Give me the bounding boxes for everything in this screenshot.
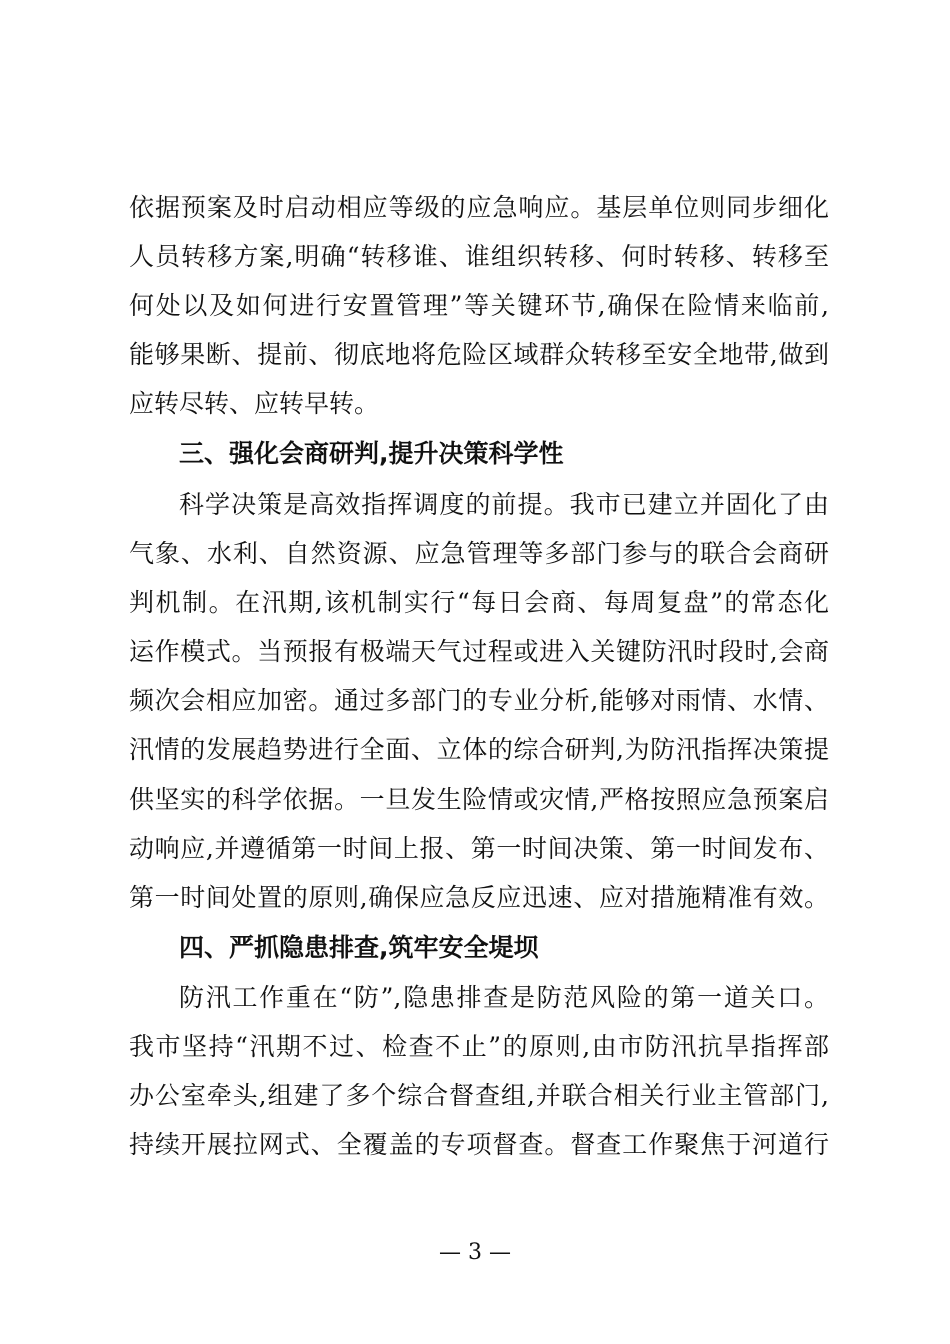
section-heading: 三、强化会商研判,提升决策科学性: [179, 439, 564, 468]
section-heading: 四、严抓隐患排查,筑牢安全堤坝: [179, 933, 539, 962]
paragraph-line: 动响应,并遵循第一时间上报、第一时间决策、第一时间发布、: [129, 834, 829, 863]
paragraph-line: 我市坚持“汛期不过、检查不止”的原则,由市防汛抗旱指挥部: [129, 1032, 829, 1061]
paragraph-line: 防汛工作重在“防”,隐患排查是防范风险的第一道关口。: [179, 983, 829, 1012]
paragraph-line: 应转尽转、应转早转。: [129, 389, 380, 418]
paragraph-line: 依据预案及时启动相应等级的应急响应。基层单位则同步细化: [129, 193, 829, 222]
page-number: — 3 —: [439, 1240, 511, 1265]
paragraph-line: 办公室牵头,组建了多个综合督查组,并联合相关行业主管部门,: [129, 1081, 829, 1110]
paragraph-line: 气象、水利、自然资源、应急管理等多部门参与的联合会商研: [129, 539, 829, 568]
paragraph-line: 何处以及如何进行安置管理”等关键环节,确保在险情来临前,: [129, 291, 829, 320]
paragraph-line: 科学决策是高效指挥调度的前提。我市已建立并固化了由: [179, 490, 829, 519]
paragraph-line: 判机制。在汛期,该机制实行“每日会商、每周复盘”的常态化: [129, 588, 829, 617]
paragraph-line: 频次会相应加密。通过多部门的专业分析,能够对雨情、水情、: [129, 686, 829, 715]
paragraph-line: 供坚实的科学依据。一旦发生险情或灾情,严格按照应急预案启: [129, 785, 829, 814]
paragraph-line: 运作模式。当预报有极端天气过程或进入关键防汛时段时,会商: [129, 637, 829, 666]
paragraph-line: 人员转移方案,明确“转移谁、谁组织转移、何时转移、转移至: [129, 242, 829, 271]
paragraph-line: 第一时间处置的原则,确保应急反应迅速、应对措施精准有效。: [129, 883, 829, 912]
paragraph-line: 能够果断、提前、彻底地将危险区域群众转移至安全地带,做到: [129, 340, 829, 369]
paragraph-line: 汛情的发展趋势进行全面、立体的综合研判,为防汛指挥决策提: [129, 735, 829, 764]
paragraph-line: 持续开展拉网式、全覆盖的专项督查。督查工作聚焦于河道行: [129, 1130, 829, 1159]
